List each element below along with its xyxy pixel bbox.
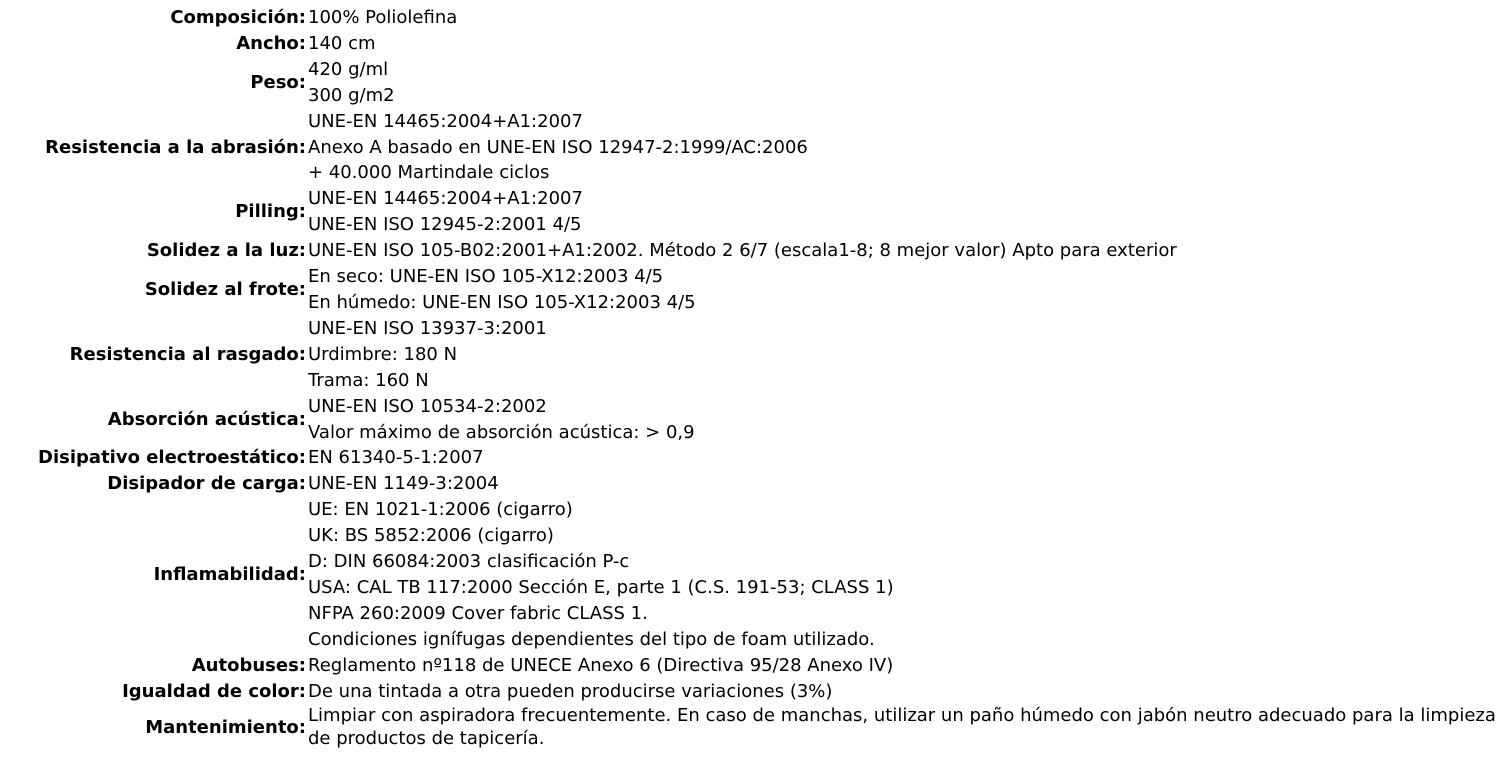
spec-value-line: Urdimbre: 180 N bbox=[308, 343, 458, 365]
spec-value bbox=[308, 264, 1500, 316]
spec-value bbox=[308, 31, 1500, 57]
spec-value-line: UK: BS 5852:2006 (cigarro) bbox=[308, 525, 554, 547]
spec-label: Absorción acústica: bbox=[107, 408, 306, 430]
spec-value-line: UNE-EN ISO 12945-2:2001 4/5 bbox=[308, 214, 582, 236]
spec-row-autobuses bbox=[0, 653, 1500, 679]
spec-label: Disipador de carga: bbox=[107, 473, 306, 495]
spec-row-composicion bbox=[0, 5, 1500, 31]
spec-row-disipativo-electroestatico bbox=[0, 445, 1500, 471]
spec-value-line: USA: CAL TB 117:2000 Sección E, parte 1 (C.S. 191-53; CLASS 1) bbox=[308, 576, 894, 598]
spec-value bbox=[308, 679, 1500, 705]
spec-value bbox=[308, 57, 1500, 109]
spec-value-line: + 40.000 Martindale ciclos bbox=[308, 162, 550, 184]
spec-label: Solidez al frote: bbox=[144, 279, 306, 301]
spec-value-line: UNE-EN ISO 13937-3:2001 bbox=[308, 317, 547, 339]
spec-row-ancho bbox=[0, 31, 1500, 57]
spec-row-mantenimiento bbox=[0, 704, 1500, 750]
spec-row-inflamabilidad bbox=[0, 497, 1500, 652]
spec-value bbox=[308, 497, 1500, 652]
spec-value-line: 140 cm bbox=[308, 32, 376, 54]
spec-value-line: UNE-EN 14465:2004+A1:2007 bbox=[308, 188, 583, 210]
spec-label: Solidez a la luz: bbox=[146, 240, 306, 262]
spec-value-line: Valor máximo de absorción acústica: > 0,9 bbox=[308, 421, 695, 443]
spec-label: Resistencia a la abrasión: bbox=[45, 136, 306, 158]
spec-value bbox=[308, 471, 1500, 497]
spec-label: Autobuses: bbox=[191, 654, 306, 676]
spec-value-line: Condiciones ignífugas dependientes del tipo de foam utilizado. bbox=[308, 628, 875, 650]
spec-row-peso bbox=[0, 57, 1500, 109]
spec-value-line: Reglamento nº118 de UNECE Anexo 6 (Directiva 95/28 Anexo IV) bbox=[308, 654, 894, 676]
spec-value bbox=[308, 653, 1500, 679]
spec-label: Igualdad de color: bbox=[122, 680, 306, 702]
spec-value-line: EN 61340-5-1:2007 bbox=[308, 447, 484, 469]
spec-label: Inflamabilidad: bbox=[153, 563, 306, 585]
spec-value-line: UE: EN 1021-1:2006 (cigarro) bbox=[308, 499, 573, 521]
spec-label: Mantenimiento: bbox=[145, 716, 306, 738]
spec-label: Pilling: bbox=[235, 201, 306, 223]
spec-label: Peso: bbox=[250, 71, 306, 93]
spec-row-disipador-carga bbox=[0, 471, 1500, 497]
spec-value-line: UNE-EN ISO 10534-2:2002 bbox=[308, 395, 547, 417]
spec-value-line: 300 g/m2 bbox=[308, 84, 395, 106]
spec-value-line: UNE-EN 1149-3:2004 bbox=[308, 473, 499, 495]
spec-row-solidez-luz bbox=[0, 238, 1500, 264]
specifications-table bbox=[0, 5, 1500, 750]
spec-value-line: D: DIN 66084:2003 clasificación P-c bbox=[308, 551, 630, 573]
spec-value-line: UNE-EN 14465:2004+A1:2007 bbox=[308, 110, 583, 132]
spec-label: Composición: bbox=[170, 7, 306, 28]
spec-value-line: 100% Poliolefina bbox=[308, 7, 458, 28]
spec-value-line: Anexo A basado en UNE-EN ISO 12947-2:1999/AC:2006 bbox=[308, 136, 808, 158]
spec-value-line: De una tintada a otra pueden producirse variaciones (3%) bbox=[308, 680, 833, 702]
spec-value bbox=[308, 238, 1500, 264]
spec-value-line: UNE-EN ISO 105-B02:2001+A1:2002. Método 2 6/7 (escala1-8; 8 mejor valor) Apto para exterior bbox=[308, 240, 1177, 262]
spec-value bbox=[308, 316, 1500, 394]
spec-value-line: En húmedo: UNE-EN ISO 105-X12:2003 4/5 bbox=[308, 291, 696, 313]
spec-row-absorcion-acustica bbox=[0, 394, 1500, 446]
spec-row-resistencia-rasgado bbox=[0, 316, 1500, 394]
spec-label: Ancho: bbox=[236, 32, 306, 54]
spec-row-resistencia-abrasion bbox=[0, 109, 1500, 187]
spec-value bbox=[308, 704, 1500, 750]
spec-value bbox=[308, 445, 1500, 471]
spec-label: Resistencia al rasgado: bbox=[69, 343, 306, 365]
spec-row-igualdad-color bbox=[0, 679, 1500, 705]
spec-value-line: En seco: UNE-EN ISO 105-X12:2003 4/5 bbox=[308, 266, 664, 288]
spec-value bbox=[308, 186, 1500, 238]
spec-value bbox=[308, 109, 1500, 187]
spec-value-line: NFPA 260:2009 Cover fabric CLASS 1. bbox=[308, 602, 648, 624]
spec-value bbox=[308, 394, 1500, 446]
spec-value-line: Trama: 160 N bbox=[308, 369, 429, 391]
spec-value-line: 420 g/ml bbox=[308, 58, 389, 80]
spec-label: Disipativo electroestático: bbox=[38, 447, 306, 469]
spec-value-paragraph: Limpiar con aspiradora frecuentemente. En caso de manchas, utilizar un paño húmedo con jabón neutro adecuado para la limpieza de productos de tapicería. bbox=[308, 705, 1496, 750]
spec-value bbox=[308, 5, 1500, 31]
spec-row-solidez-frote bbox=[0, 264, 1500, 316]
spec-row-pilling bbox=[0, 186, 1500, 238]
